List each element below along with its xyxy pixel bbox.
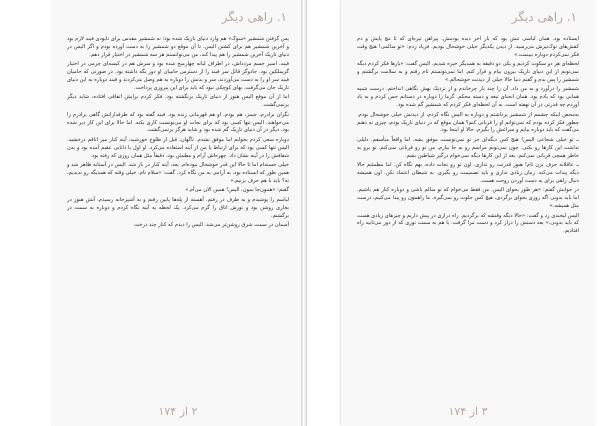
page-number: ۲ از ۱۷۴	[158, 405, 198, 418]
paragraph: فیند، اسیر جسم مردداش، در اطراف لبانه چهارمیخ شده بود و سرش هم در کیسه‌ای چرمی در اختیار گریملکین بود. جادوگر قاتل سر فیند را از دسترس حامیان او دور نگه داشته بود. در صورتی که حامیان فیند سر او را به دست می‌آوردند، سر و بدنش را دوباره به هم وصل می‌کردند و فیند دوباره به این دنیای تاریک جان می‌گرفت. بهای کوچکی نبود که باید برای این پیروزی پرداخت.	[67, 61, 289, 91]
page-text	[357, 36, 579, 390]
paragraph: ــ عاقلانه حرف بزن تام! هنوز قدرتت رو نداری. اون تو رو نجات داده، بهم نگاه کن. اما مطمئنم حالا دیگه پیدات می‌کنه. زمان زیادی نداری و باید تصمیمت رو بگیری. به شیطان اعتماد نکن. اون همیشه دنبال راهی برای به دست آوردن روحت هست.	[357, 162, 579, 184]
paragraph: لباسم را پوشیدم و به طرف در رفتم. آهسته از پله‌ها پایین رفتم و به آشپزخانه رسیدم. آتش هنوز در بخاری روشن بود و نورش اتاق را گرم می‌کرد. یک لحظه به آینه نگاه کردم و دوباره به سمت در برگشتم.	[67, 196, 289, 219]
paragraph: لحظه‌ای هر دو سکوت کردیم و یکی دو دقیقه به همدیگر خیره شدیم. الیس گفت: «بارها فکر کردم دیگه نمی‌تونم از این دنیای تاریک بیرون بیام و فرار کنم. اما نمی‌تونستم تام رفتم و به سلامت برگشتم و شمشیر را پس بدم و گفتم دنیا حالا خیلی از دیدنت خوشحالم.»	[357, 61, 579, 84]
paragraph: خیلی خسته‌ام اما تا حالا این قدر خوشحال نبوده‌ام. بعد، آینه کنار در باز شد. الیس در آستانه ظاهر شد و همین طور که ایستاده بود، به آرامی به من نگاه کرد. گفت: «سلام تام. خیلی وقته که همدیگه رو ندیدیم، نه؟ باید با هم حرف بزنیم.»	[67, 162, 289, 184]
paragraph: ــ تو خیلی شجاعی الیس! هیچ کس دیگه‌ای جز تو نمی‌تونست موفق بشه. اما واقعاً متأسفم. دلیلی نداشت این کارها رو بکنی. چون نمی‌تونم مراسم رو به جا بیارم، من تو رو قربانی نمی‌کنم. تو برو به خاطر همچی قربانی نمی‌کنم. بعد از این کارها دیگه نمی‌خوام درگیر شیاطین بشم.	[357, 136, 579, 159]
paragraph: گفتم: «همون‌جا بمون، الیس! همین الان می‌آم.»	[185, 187, 289, 194]
paragraph: الیس لبخندی زد و گفت: «حالا دیگه وقتشه که برگردیم. راه درازی در پیش داریم و چیزهای زیادی هست که باید بدونی.» بعد دستش را دراز کرد و دست مرا گرفت. با هم به سمت نوری که از دور می‌تابید راه افتادیم.	[357, 212, 579, 235]
chapter-title: ۱. راهی دیگر	[511, 10, 577, 24]
paragraph: پس گرفتن شمشیر «سوگ» هم وارد دنیای تاریک شده بود؛ نه شمشیر مقدس برای نابودی فیند لازم بود و آخرین شمشیر هم برای کشتن الیس. تا آن موقع دو شمشیر را به دست آورده بودم و اگر الیس در دنیای تاریک آخرین شمشیر را هم پیدا کند، من می‌توانستم هر سه شمشیر در اختیار قرار دهم.	[67, 36, 289, 58]
paragraph: اما از آن موقع الیس هنوز از دنیای تاریک برنگشته بود. فکر کردم برایش اتفاقی افتاده، شاید دیگر برنمی‌گشت.	[67, 94, 289, 109]
paragraph: دوباره سعی کردم بخوابم اما موفق نشدم. ناگهان، قبل از طلوع خورشید، آینه کنار میز اتاقم درخشید. الیس تنها کسی بود که برای ارتباط با من از آینه استفاده می‌کرد. او اول با دانایی عقبم آمده بود و بدن شفافش را در آینه نشان داد. چهره‌اش آرام و مطمئن بود، دقیقاً مثل همان روزی که رفته بود.	[67, 136, 289, 159]
paragraph: شمشیر را درآورد و به من داد. آن را چند بار چرخاندم و از نزدیک بهش نگاهی انداختم. درست شبیه همانی بود که یادم بود. همان انحنای تیغه و دسته محکم. گرما را دوباره در دستانم حس کردم و به یاد آوردم چه قدرتی در آن نهفته است. به آن لحظه‌ای فکر کردم که شمشیر گم شده بود.	[357, 86, 579, 109]
chapter-title: ۱. راهی دیگر	[221, 10, 287, 24]
right-page	[341, 0, 595, 426]
paragraph: به‌محض اینکه چشمم از شمشیر برداشتم و دوباره به الیس نگاه کردم، از دیدنش خیلی خوشحال بودم. چطور فکر کرده بودم که نمی‌توانم او را قربانی کنم؟ همان موقع که در دنیای تاریک بودم، چیزی ته ذهنم می‌گفت که باید دوباره بیایم و سراغش را بگیرم. حالا او اینجا بود.	[357, 111, 579, 134]
page-text	[67, 36, 289, 390]
book-spine	[301, 0, 307, 426]
left-page	[51, 0, 305, 426]
page-number: ۳ از ۱۷۴	[448, 405, 488, 418]
paragraph: آسمان در سمت شرق روشن‌تر می‌شد. الیس را دیدم که کنار چند درخت	[134, 221, 289, 228]
paragraph: ایستاده بود. همان لباسی تنش بود که بار آخر دیده بودمش. پیراهن تیره‌ای که تا مچ پایش و دم کفش‌های نوک‌تیزش می‌رسید. از دیدن یکدیگر خیلی خوشحال بودیم. فریاد زدم: «تو سالمی! هیچ وقت فکر نمی‌کردم دوباره ببینمت.»	[357, 36, 579, 58]
paragraph: در جوابش گفتم: «هر طور بخوای الیس. من فقط می‌خوام که تو سالم باشی و دوباره کنار هم باشیم. اما باید بدونی اگه روزی بخوای برگردی، هیچ کس جلوت رو نمی‌گیره. ما راهمون رو پیدا می‌کنیم، درست مثل همیشه.»	[357, 187, 579, 210]
paragraph: نگران برادرم، جیمز، هم بودم. او هم قهرمانی زنده بود. فیند گفته بود که طرفدارانش گاهی برادرم را می‌خواهند. الیس تنها کسی بود که برای نجات او می‌تونست کاری بکنه. اما حالا برای این کار دیر شده بود. دیگر در آن دنیای تاریک گم شده بود و شاید هرگز برنمی‌گشت.	[67, 111, 289, 134]
